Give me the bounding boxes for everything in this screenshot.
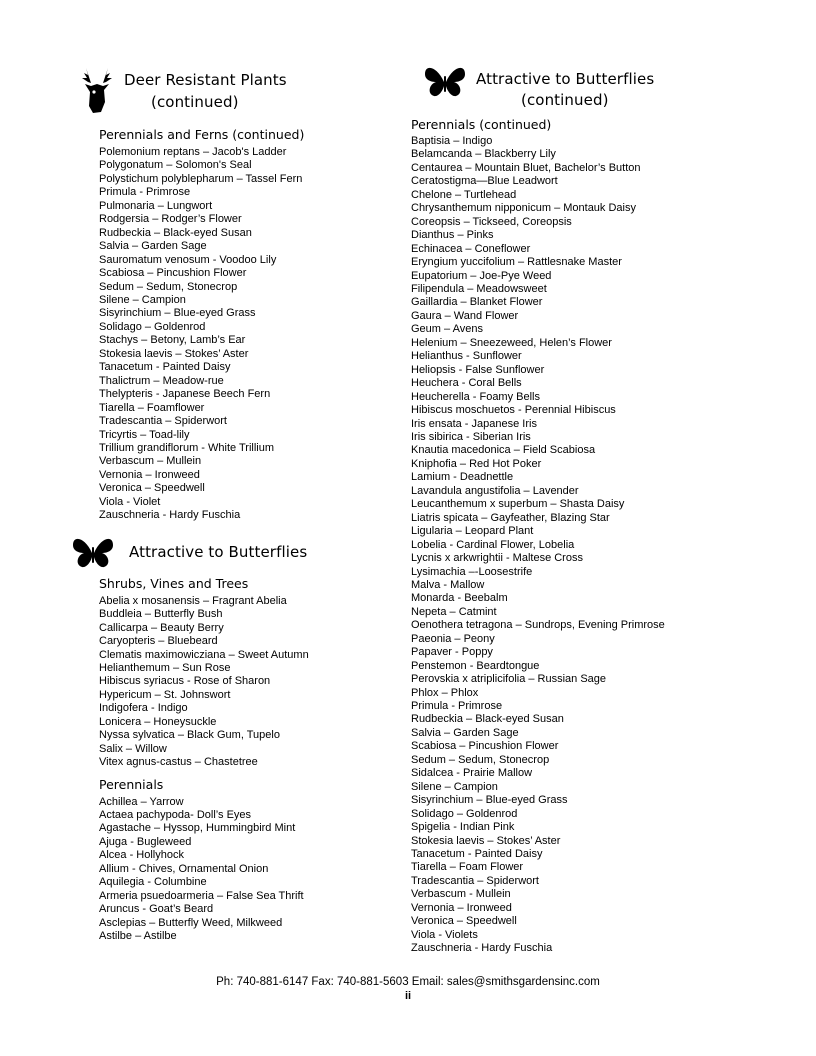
plant-list-item: Achillea – Yarrow <box>99 795 184 808</box>
plant-list-item: Solidago – Goldenrod <box>99 320 206 333</box>
plant-list-item: Tiarella – Foamflower <box>99 401 205 414</box>
plant-list-item: Belamcanda – Blackberry Lily <box>411 148 556 161</box>
plant-list-item: Sedum – Sedum, Stonecrop <box>99 280 238 293</box>
plant-list-item: Hibiscus moschuetos - Perennial Hibiscus <box>411 404 616 417</box>
plant-list-item: Heliopsis - False Sunflower <box>411 363 545 376</box>
plant-list-item: Veronica – Speedwell <box>411 915 517 928</box>
plant-list-item: Lycnis x arkwrightii - Maltese Cross <box>411 552 583 565</box>
plant-list-item: Aquilegia - Columbine <box>99 876 207 889</box>
plant-list-item: Viola - Violets <box>411 928 478 941</box>
plant-list-item: Ligularia – Leopard Plant <box>411 525 534 538</box>
plant-list-item: Silene – Campion <box>411 780 498 793</box>
plant-list-item: Asclepias – Butterfly Weed, Milkweed <box>99 916 283 929</box>
plant-list-item: Leucanthemum x superbum – Shasta Daisy <box>411 498 625 511</box>
plant-list-item: Papaver - Poppy <box>411 646 493 659</box>
plant-list-item: Sisyrinchium – Blue-eyed Grass <box>411 794 568 807</box>
plant-list-item: Gaillardia – Blanket Flower <box>411 296 543 309</box>
plant-list-item: Tanacetum - Painted Daisy <box>99 361 231 374</box>
plant-list-item: Vernonia – Ironweed <box>411 901 512 914</box>
plant-list-item: Salix – Willow <box>99 742 167 755</box>
plant-list-item: Heuchera - Coral Bells <box>411 377 522 390</box>
perennials-continued-subheading: Perennials (continued) <box>411 117 552 132</box>
plant-list-item: Coreopsis – Tickseed, Coreopsis <box>411 215 572 228</box>
plant-list-item: Centaurea – Mountain Bluet, Bachelor’s Button <box>411 161 641 174</box>
plant-list-item: Abelia x mosanensis – Fragrant Abelia <box>99 594 287 607</box>
plant-list-item: Indigofera - Indigo <box>99 702 188 715</box>
footer-contact: Ph: 740-881-6147 Fax: 740-881-5603 Email: sales@smithsgardensinc.com <box>216 976 600 988</box>
deer-head-icon <box>77 66 117 116</box>
plant-list-item: Spigelia - Indian Pink <box>411 821 515 834</box>
plant-list-item: Monarda - Beebalm <box>411 592 508 605</box>
deer-section-title: Deer Resistant Plants <box>124 71 287 89</box>
plant-list-item: Helianthus - Sunflower <box>411 350 522 363</box>
plant-list-item: Astilbe – Astilbe <box>99 930 177 943</box>
plant-list-item: Paeonia – Peony <box>411 632 495 645</box>
plant-list-item: Sedum – Sedum, Stonecrop <box>411 753 550 766</box>
deer-section-title-continued: (continued) <box>151 93 239 111</box>
plant-list-item: Scabiosa – Pincushion Flower <box>99 267 247 280</box>
plant-list-item: Tanacetum - Painted Daisy <box>411 848 543 861</box>
plant-list-item: Pulmonaria – Lungwort <box>99 199 213 212</box>
plant-list-item: Actaea pachypoda- Doll’s Eyes <box>99 809 252 822</box>
plant-list-item: Verbascum – Mullein <box>99 455 202 468</box>
plant-list-item: Helenium – Sneezeweed, Helen’s Flower <box>411 336 612 349</box>
plant-list-item: Helianthemum – Sun Rose <box>99 661 231 674</box>
plant-list-item: Primula - Primrose <box>99 186 191 199</box>
plant-list-item: Salvia – Garden Sage <box>411 726 519 739</box>
plant-list-item: Armeria psuedoarmeria – False Sea Thrift <box>99 889 304 902</box>
plant-list-item: Zauschneria - Hardy Fuschia <box>99 509 241 522</box>
butterfly-continued-header <box>411 64 801 114</box>
plant-list-item: Thalictrum – Meadow-rue <box>99 374 224 387</box>
plant-list-item: Tradescantia – Spiderwort <box>99 415 227 428</box>
plant-list-item: Nyssa sylvatica – Black Gum, Tupelo <box>99 729 280 742</box>
perennials-subheading: Perennials <box>99 776 164 792</box>
plant-list-item: Liatris spicata – Gayfeather, Blazing Star <box>411 511 610 524</box>
plant-list-item: Heucherella - Foamy Bells <box>411 390 540 403</box>
plant-list-item: Hypericum – St. Johnswort <box>99 688 231 701</box>
butterfly-perennial-continued-list <box>411 135 801 956</box>
plant-list-item: Clematis maximowicziana – Sweet Autumn <box>99 648 309 661</box>
deer-plant-list <box>99 146 399 523</box>
plant-list-item: Silene – Campion <box>99 293 186 306</box>
plant-list-item: Eryngium yuccifolium – Rattlesnake Master <box>411 256 622 269</box>
plant-list-item: Rodgersia – Rodger’s Flower <box>99 213 242 226</box>
plant-list-item: Trillium grandiflorum - White Trillium <box>99 441 275 454</box>
plant-list-item: Aruncus - Goat’s Beard <box>99 903 214 916</box>
plant-list-item: Stokesia laevis – Stokes’ Aster <box>99 347 249 360</box>
plant-list-item: Polystichum polyblepharum – Tassel Fern <box>99 172 303 185</box>
plant-list-item: Stachys – Betony, Lamb’s Ear <box>99 334 246 347</box>
plant-list-item: Gaura – Wand Flower <box>411 309 519 322</box>
plant-list-item: Allium - Chives, Ornamental Onion <box>99 862 269 875</box>
butterfly-section-header <box>99 535 399 575</box>
butterfly-shrub-list <box>99 595 399 770</box>
plant-list-item: Sisyrinchium – Blue-eyed Grass <box>99 307 256 320</box>
plant-list-item: Vitex agnus-castus – Chastetree <box>99 756 258 769</box>
plant-list-item: Buddleia – Butterfly Bush <box>99 608 223 621</box>
shrubs-vines-trees-subheading: Shrubs, Vines and Trees <box>99 575 249 591</box>
plant-list-item: Stokesia laevis – Stokes’ Aster <box>411 834 561 847</box>
plant-list-item: Iris sibirica - Siberian Iris <box>411 430 531 443</box>
plant-list-item: Perovskia x atriplicifolia – Russian Sage <box>411 673 607 686</box>
plant-list-item: Nepeta – Catmint <box>411 605 497 618</box>
plant-list-item: Callicarpa – Beauty Berry <box>99 621 224 634</box>
plant-list-item: Thelypteris - Japanese Beech Fern <box>99 388 271 401</box>
perennials-ferns-subheading: Perennials and Ferns (continued) <box>99 127 305 142</box>
plant-list-item: Sidalcea - Prairie Mallow <box>411 767 533 780</box>
plant-list-item: Ajuga - Bugleweed <box>99 835 192 848</box>
plant-list-item: Lavandula angustifolia – Lavender <box>411 484 579 497</box>
butterfly-perennial-list <box>99 796 399 944</box>
plant-list-item: Chelone – Turtlehead <box>411 188 517 201</box>
plant-list-item: Malva - Mallow <box>411 578 485 591</box>
plant-list-item: Tiarella – Foam Flower <box>411 861 524 874</box>
plant-list-item: Oenothera tetragona – Sundrops, Evening Primrose <box>411 619 665 632</box>
plant-list-item: Phlox – Phlox <box>411 686 479 699</box>
plant-list-item: Rudbeckia – Black-eyed Susan <box>411 713 564 726</box>
plant-list-item: Polemonium reptans – Jacob's Ladder <box>99 146 287 158</box>
plant-list-item: Solidago – Goldenrod <box>411 807 518 820</box>
plant-list-item: Dianthus – Pinks <box>411 229 494 242</box>
plant-list-item: Lobelia - Cardinal Flower, Lobelia <box>411 538 575 551</box>
plant-list-item: Vernonia – Ironweed <box>99 468 200 481</box>
plant-list-item: Zauschneria - Hardy Fuschia <box>411 942 553 955</box>
plant-list-item: Ceratostigma—Blue Leadwort <box>411 175 558 188</box>
plant-list-item: Hibiscus syriacus - Rose of Sharon <box>99 675 271 688</box>
butterfly-continued-title-continued: (continued) <box>521 91 609 109</box>
plant-list-item: Polygonatum – Solomon's Seal <box>99 159 252 172</box>
plant-list-item: Lamium - Deadnettle <box>411 471 514 484</box>
plant-list-item: Caryopteris – Bluebeard <box>99 635 218 648</box>
deer-section-header <box>99 64 399 122</box>
plant-list-item: Lonicera – Honeysuckle <box>99 715 217 728</box>
plant-list-item: Agastache – Hyssop, Hummingbird Mint <box>99 822 296 835</box>
plant-list-item: Rudbeckia – Black-eyed Susan <box>99 226 252 239</box>
plant-list-item: Geum – Avens <box>411 323 483 336</box>
butterfly-section-title: Attractive to Butterflies <box>129 542 308 561</box>
plant-list-item: Echinacea – Coneflower <box>411 242 531 255</box>
left-column <box>99 64 399 944</box>
plant-list-item: Iris ensata - Japanese Iris <box>411 417 537 430</box>
plant-list-item: Filipendula – Meadowsweet <box>411 282 547 295</box>
butterfly-icon <box>423 64 467 100</box>
plant-list-item: Scabiosa – Pincushion Flower <box>411 740 559 753</box>
butterfly-continued-title: Attractive to Butterflies <box>476 70 655 88</box>
plant-list-item: Kniphofia – Red Hot Poker <box>411 457 542 470</box>
plant-list-item: Verbascum - Mullein <box>411 888 511 901</box>
plant-list-item: Penstemon - Beardtongue <box>411 659 540 672</box>
plant-list-item: Chrysanthemum nipponicum – Montauk Daisy <box>411 202 636 215</box>
plant-list-item: Lysimachia –-Loosestrife <box>411 565 533 578</box>
right-column <box>411 64 801 956</box>
page-number: ii <box>404 990 412 1002</box>
plant-list-item: Tricyrtis – Toad-lily <box>99 428 190 441</box>
plant-list-item: Salvia – Garden Sage <box>99 240 207 253</box>
plant-list-item: Sauromatum venosum - Voodoo Lily <box>99 253 277 266</box>
plant-list-item: Veronica – Speedwell <box>99 482 205 495</box>
plant-list-item: Eupatorium – Joe-Pye Weed <box>411 269 552 282</box>
plant-list-item: Tradescantia – Spiderwort <box>411 874 539 887</box>
plant-list-item: Primula - Primrose <box>411 700 503 713</box>
plant-list-item: Knautia macedonica – Field Scabiosa <box>411 444 596 457</box>
plant-list-item: Baptisia – Indigo <box>411 135 493 147</box>
plant-list-item: Alcea - Hollyhock <box>99 849 184 862</box>
butterfly-icon <box>71 535 115 571</box>
plant-list-item: Viola - Violet <box>99 495 161 508</box>
